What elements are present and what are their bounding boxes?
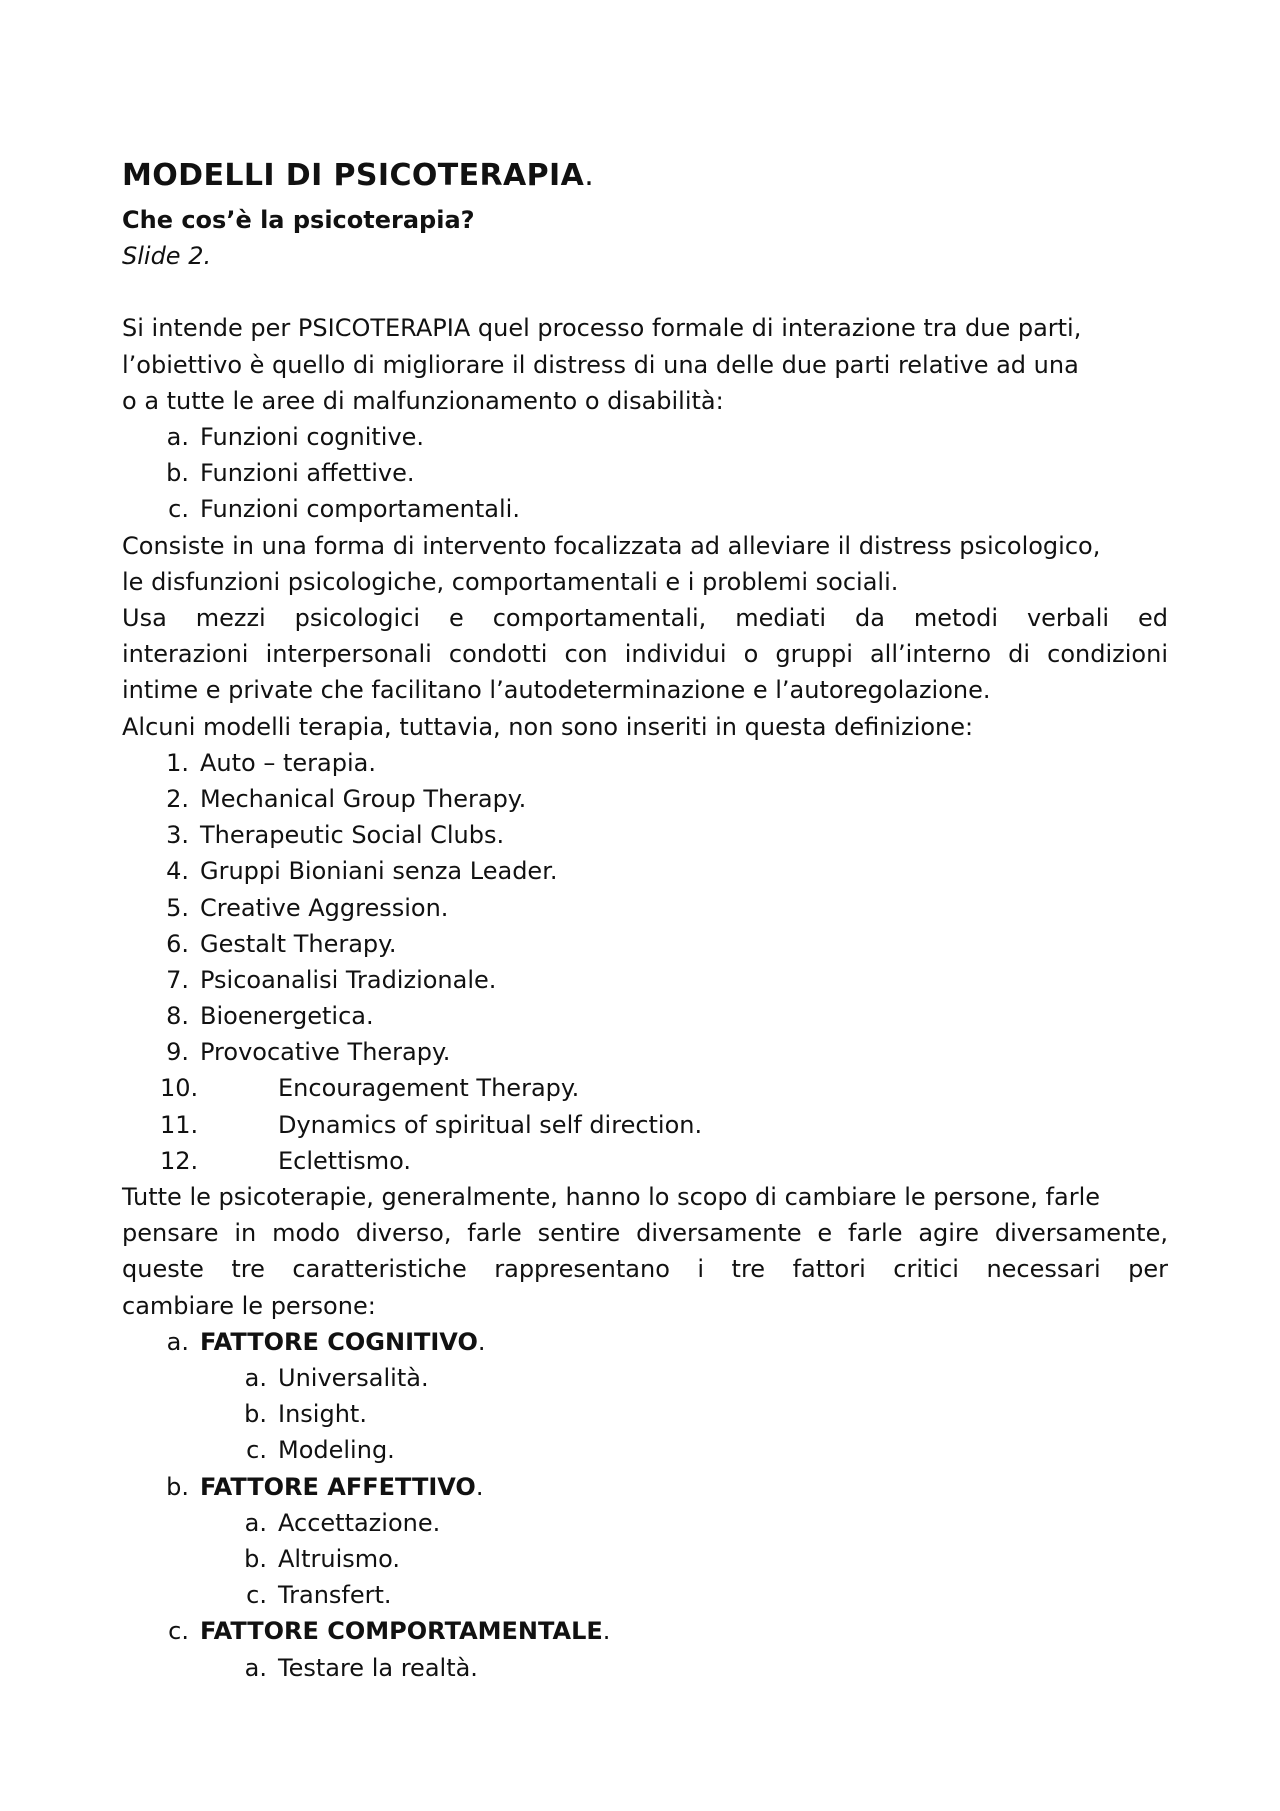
list-item: c. Transfert. — [246, 1581, 392, 1610]
list-item: a. Universalità. — [244, 1364, 429, 1393]
list-item: 5. Creative Aggression. — [166, 893, 449, 922]
list-item: 8. Bioenergetica. — [166, 1002, 374, 1031]
list-item: a. Funzioni cognitive. — [166, 423, 425, 451]
list-item: b. Funzioni affettive. — [166, 459, 415, 488]
list-item: 12. Eclettismo. — [160, 1146, 412, 1175]
blank-line — [122, 274, 1168, 310]
functions-list — [122, 419, 1168, 528]
text-line: cambiare le persone: — [122, 1291, 376, 1320]
text-line: Tutte le psicoterapie, generalmente, hanno lo scopo di cambiare le persone, farle — [122, 1183, 1100, 1212]
text-line: queste tre caratteristiche rappresentano i tre fattori critici necessari per — [122, 1255, 1168, 1284]
list-item: 11. Dynamics of spiritual self direction. — [160, 1110, 703, 1139]
slide-reference: Slide 2. — [122, 242, 212, 270]
page-title: MODELLI DI PSICOTERAPIA. — [122, 158, 595, 193]
list-item: 7. Psicoanalisi Tradizionale. — [166, 965, 497, 994]
factor-item: a. FATTORE COGNITIVO . — [166, 1327, 486, 1356]
consiste-paragraph — [122, 528, 1168, 600]
list-item: 1. Auto – terapia. — [166, 748, 376, 777]
usa-paragraph — [122, 600, 1168, 709]
list-item: b. Insight. — [244, 1400, 367, 1429]
text-line: pensare in modo diverso, farle sentire diversamente e farle agire diversamente, — [122, 1219, 1168, 1248]
text-line: intime e private che facilitano l’autodeterminazione e l’autoregolazione. — [122, 676, 991, 705]
list-item: 9. Provocative Therapy. — [166, 1038, 451, 1067]
factors-list — [122, 1324, 1168, 1686]
text-line: o a tutte le aree di malfunzionamento o disabilità: — [122, 386, 724, 415]
text-line: le disfunzioni psicologiche, comportamentali e i problemi sociali. — [122, 567, 899, 596]
list-item: 4. Gruppi Bioniani senza Leader. — [166, 857, 558, 886]
factor-item: b. FATTORE AFFETTIVO . — [166, 1472, 484, 1501]
list-item: a. Accettazione. — [244, 1508, 441, 1537]
text-line: Alcuni modelli terapia, tuttavia, non sono inseriti in questa definizione: — [122, 712, 974, 741]
text-line: interazioni interpersonali condotti con individui o gruppi all’interno di condizioni — [122, 640, 1168, 669]
section-heading: Che cos’è la psicoterapia? — [122, 206, 475, 234]
models-list — [122, 745, 1168, 1179]
text-line: l’obiettivo è quello di migliorare il distress di una delle due parti relative ad una — [122, 350, 1079, 379]
tutte-paragraph — [122, 1179, 1168, 1324]
list-item: 10. Encouragement Therapy. — [160, 1074, 580, 1103]
list-item: b. Altruismo. — [244, 1544, 401, 1573]
factor-item: c. FATTORE COMPORTAMENTALE . — [168, 1617, 611, 1646]
text-line: Usa mezzi psicologici e comportamentali, mediati da metodi verbali ed — [122, 603, 1168, 632]
list-item: 2. Mechanical Group Therapy. — [166, 784, 527, 813]
text-line: Si intende per PSICOTERAPIA quel processo formale di interazione tra due parti, — [122, 314, 1082, 343]
intro-paragraph — [122, 310, 1168, 419]
list-item: a. Testare la realtà. — [244, 1653, 478, 1682]
document-page — [122, 150, 1168, 1686]
list-item: c. Funzioni comportamentali. — [168, 495, 520, 524]
list-item: c. Modeling. — [246, 1436, 395, 1465]
list-item: 3. Therapeutic Social Clubs. — [166, 821, 505, 850]
text-line: Consiste in una forma di intervento focalizzata ad alleviare il distress psicologico, — [122, 531, 1101, 560]
list-item: 6. Gestalt Therapy. — [166, 929, 397, 958]
